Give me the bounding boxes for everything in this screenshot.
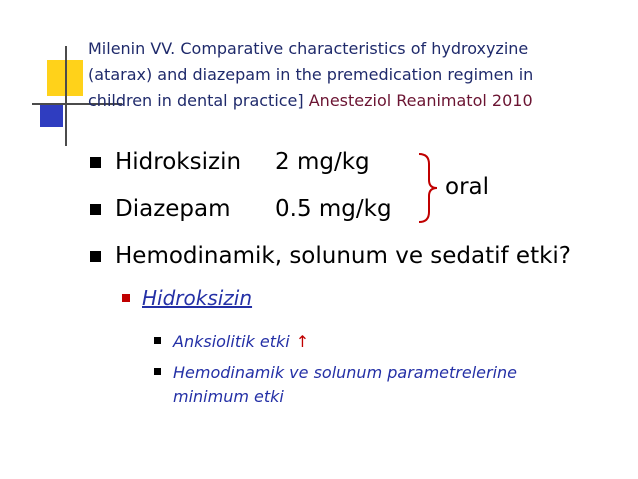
up-arrow-icon: ↑	[295, 332, 310, 351]
decor-vertical-line	[65, 46, 67, 146]
curly-brace-icon	[415, 152, 439, 224]
bullet-icon	[90, 204, 101, 215]
sub-item-label: Anksiolitik etki	[173, 332, 290, 351]
bullet-icon	[154, 368, 161, 375]
sub-item-line-1: Hemodinamik ve solunum parametrelerine	[173, 363, 518, 382]
sub-item-anksiolitik	[154, 330, 309, 354]
sub-item-text	[173, 330, 309, 354]
bullet-icon	[90, 251, 101, 262]
citation-line-3	[88, 88, 618, 114]
sub-heading: Hidroksizin	[142, 286, 253, 310]
citation	[88, 36, 618, 114]
citation-journal: Anesteziol Reanimatol 2010	[308, 91, 533, 110]
bullet-icon	[90, 157, 101, 168]
bullet-icon	[154, 337, 161, 344]
drug-name: Diazepam	[115, 196, 231, 222]
bullet-icon	[122, 294, 130, 302]
citation-line-1: Milenin VV. Comparative characteristics of hydroxyzine	[88, 39, 529, 58]
sub-item-line-2: minimum etki	[173, 387, 284, 406]
route-label: oral	[445, 174, 490, 200]
sub-item-hemodinamik	[154, 361, 517, 409]
sub-item-text	[173, 361, 517, 409]
drug-dose: 2 mg/kg	[275, 149, 370, 175]
sub-bullet-hidroksizin	[122, 286, 252, 310]
bullet-diazepam	[90, 196, 392, 222]
drug-dose: 0.5 mg/kg	[275, 196, 392, 222]
question-text: Hemodinamik, solunum ve sedatif etki?	[115, 243, 572, 269]
citation-text: children in dental practice]	[88, 91, 309, 110]
bullet-hidroksizin	[90, 149, 370, 175]
drug-name: Hidroksizin	[115, 149, 242, 175]
citation-line-2: (atarax) and diazepam in the premedication regimen in	[88, 65, 534, 84]
bullet-question	[90, 243, 571, 269]
decor-blue-square	[40, 103, 63, 127]
